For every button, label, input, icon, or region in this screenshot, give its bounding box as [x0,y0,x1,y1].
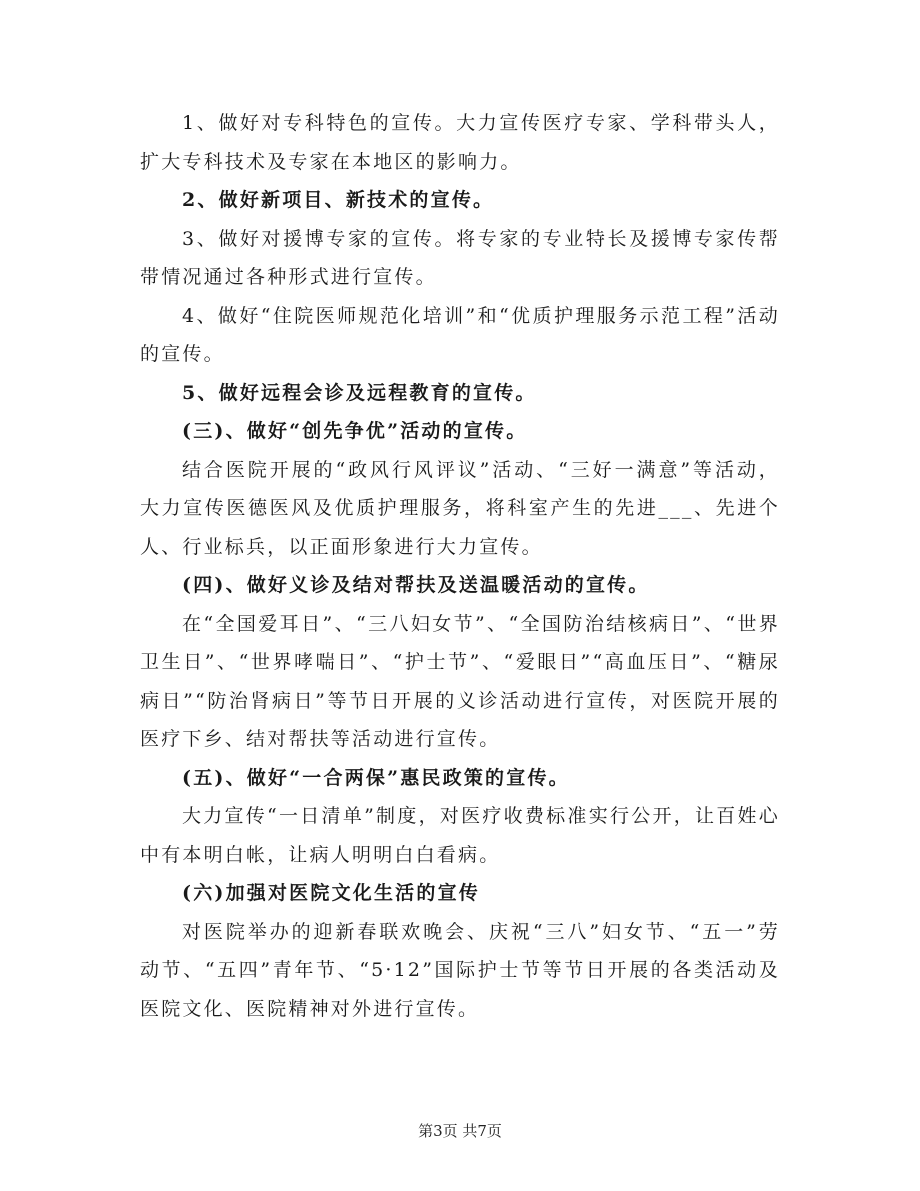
paragraph-3: 3、做好对援博专家的宣传。将专家的专业特长及援博专家传帮带情况通过各种形式进行宣传。 [140,227,780,288]
paragraph-7: 结合医院开展的“政风行风评议”活动、“三好一满意”等活动，大力宣传医德医风及优质护理服务，将科室产生的先进___、先进个人、行业标兵，以正面形象进行大力宣传。 [140,458,780,558]
paragraph-4: 4、做好“住院医师规范化培训”和“优质护理服务示范工程”活动的宣传。 [140,304,780,365]
section-heading-6: (六)加强对医院文化生活的宣传 [182,882,480,904]
paragraph-13: 对医院举办的迎新春联欢晚会、庆祝“三八”妇女节、“五一”劳动节、“五四”青年节、“5·12”国际护士节等节日开展的各类活动及医院文化、医院精神对外进行宣传。 [140,920,780,1020]
document-body [140,104,780,1028]
paragraph-1: 1、做好对专科特色的宣传。大力宣传医疗专家、学科带头人，扩大专科技术及专家在本地区的影响力。 [140,112,780,173]
section-heading-5: (五)、做好“一合两保”惠民政策的宣传。 [182,766,570,789]
paragraph-9: 在“全国爱耳日”、“三八妇女节”、“全国防治结核病日”、“世界卫生日”、“世界哮喘日”、“护士节”、“爱眼日”“高血压日”、“糖尿病日”“防治肾病日”等节日开展的义诊活动进行宣传，对医院开展的医疗下乡、结对帮扶等活动进行宣传。 [140,612,780,750]
section-heading-4: (四)、做好义诊及结对帮扶及送温暖活动的宣传。 [182,574,650,596]
page-number: 第3页 共7页 [418,1122,502,1140]
section-heading-3: (三)、做好“创先争优”活动的宣传。 [182,420,528,442]
paragraph-5: 5、做好远程会诊及远程教育的宣传。 [182,381,537,404]
paragraph-2: 2、做好新项目、新技术的宣传。 [182,189,495,211]
paragraph-11: 大力宣传“一日清单”制度，对医疗收费标准实行公开，让百姓心中有本明白帐，让病人明明白白看病。 [140,805,780,866]
